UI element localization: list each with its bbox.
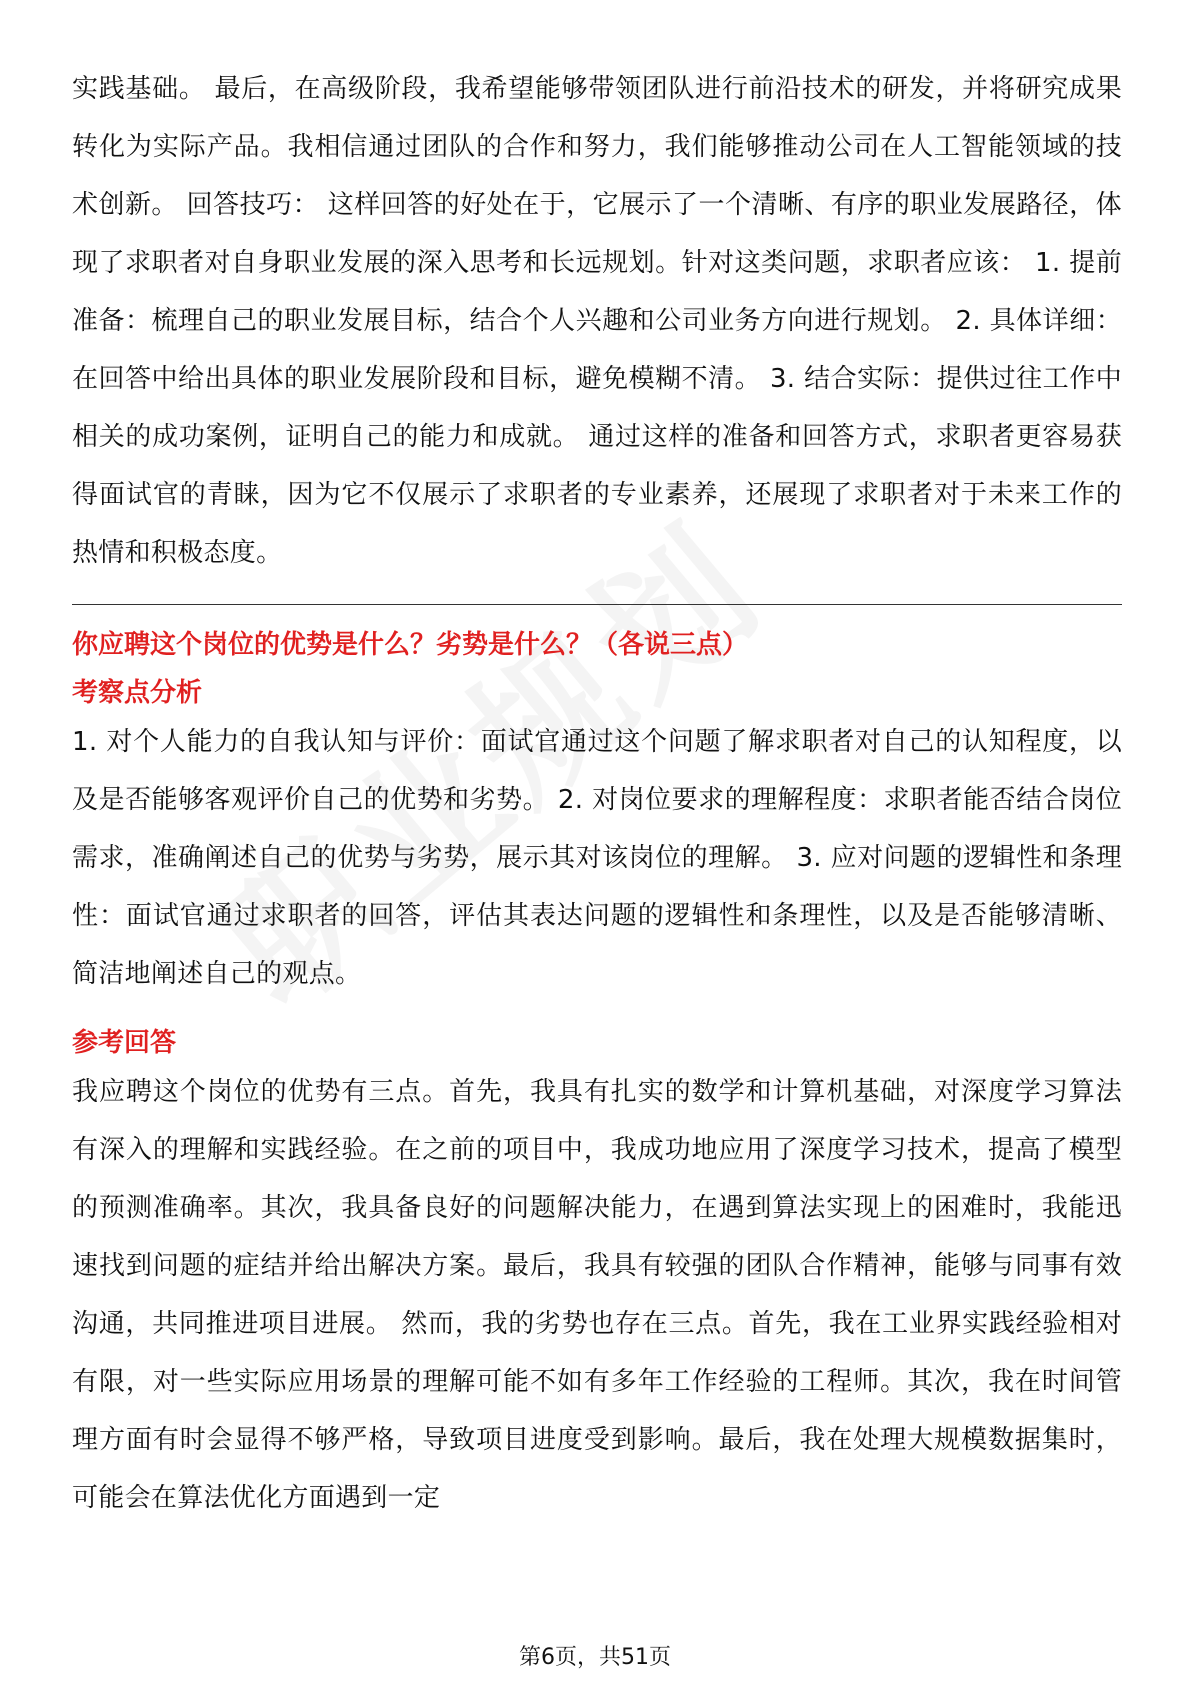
spacer	[72, 1003, 1122, 1017]
analysis-heading: 考察点分析	[72, 678, 203, 708]
document-page	[72, 60, 1122, 1527]
analysis-paragraph: 1. 对个人能力的自我认知与评价：面试官通过这个问题了解求职者对自己的认知程度，以及是否能够客观评价自己的优势和劣势。 2. 对岗位要求的理解程度：求职者能否结合岗位需求，准确阐述自己的优势与劣势，展示其对该岗位的理解。 3. 应对问题的逻辑性和条理性：面试官通过求职者的回答，评估其表达问题的逻辑性和条理性，以及是否能够清晰、简洁地阐述自己的观点。	[72, 727, 1122, 989]
section-divider	[72, 604, 1122, 605]
reference-paragraph: 我应聘这个岗位的优势有三点。首先，我具有扎实的数学和计算机基础，对深度学习算法有深入的理解和实践经验。在之前的项目中，我成功地应用了深度学习技术，提高了模型的预测准确率。其次，我具备良好的问题解决能力，在遇到算法实现上的困难时，我能迅速找到问题的症结并给出解决方案。最后，我具有较强的团队合作精神，能够与同事有效沟通，共同推进项目进展。 然而，我的劣势也存在三点。首先，我在工业界实践经验相对有限，对一些实际应用场景的理解可能不如有多年工作经验的工程师。其次，我在时间管理方面有时会显得不够严格，导致项目进度受到影响。最后，我在处理大规模数据集时，可能会在算法优化方面遇到一定	[72, 1077, 1122, 1513]
reference-heading: 参考回答	[72, 1028, 177, 1058]
page-number-footer: 第6页，共51页	[519, 1645, 671, 1670]
continuation-paragraph: 实践基础。 最后，在高级阶段，我希望能够带领团队进行前沿技术的研发，并将研究成果转化为实际产品。我相信通过团队的合作和努力，我们能够推动公司在人工智能领域的技术创新。 回答技巧： 这样回答的好处在于，它展示了一个清晰、有序的职业发展路径，体现了求职者对自身职业发展的深入思考和长远规划。针对这类问题，求职者应该： 1. 提前准备：梳理自己的职业发展目标，结合个人兴趣和公司业务方向进行规划。 2. 具体详细：在回答中给出具体的职业发展阶段和目标，避免模糊不清。 3. 结合实际：提供过往工作中相关的成功案例，证明自己的能力和成就。 通过这样的准备和回答方式，求职者更容易获得面试官的青睐，因为它不仅展示了求职者的专业素养，还展现了求职者对于未来工作的热情和积极态度。	[72, 74, 1122, 568]
question-title: 你应聘这个岗位的优势是什么？劣势是什么？（各说三点）	[72, 630, 749, 660]
